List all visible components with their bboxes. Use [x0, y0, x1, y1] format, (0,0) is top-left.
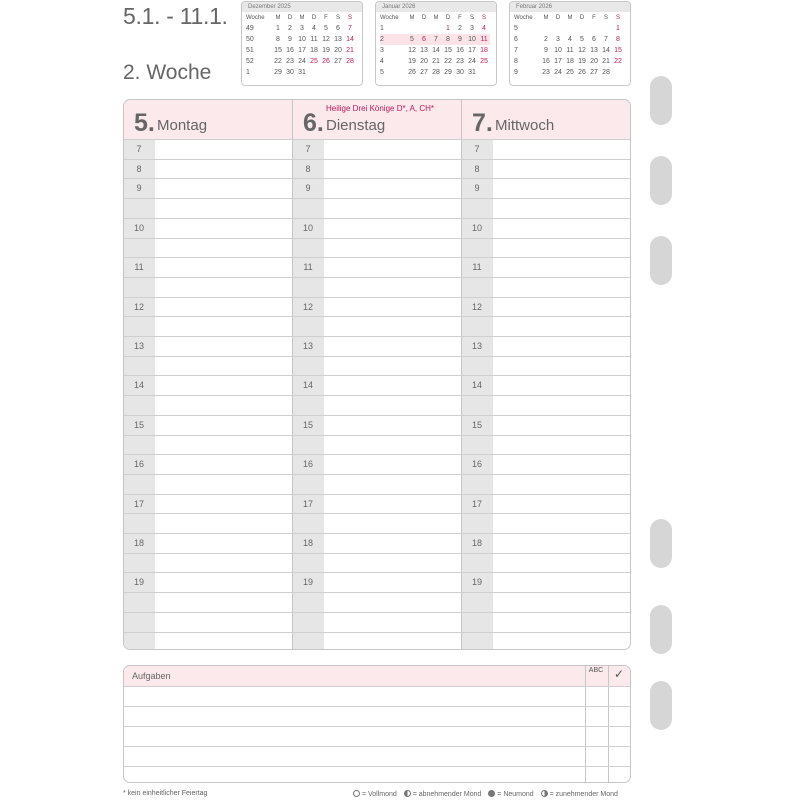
- grid-line: [124, 592, 630, 593]
- weekday-header-cell: F: [324, 15, 328, 21]
- week-number-cell: 3: [380, 47, 384, 54]
- hour-label: 12: [133, 302, 144, 312]
- weekday-header-cell: D: [445, 15, 451, 21]
- weekday-header-cell: D: [311, 15, 317, 21]
- date-cell: 2: [458, 25, 462, 32]
- date-cell: 9: [288, 36, 292, 43]
- date-cell: 31: [468, 69, 476, 76]
- hour-label: 9: [305, 183, 311, 193]
- hour-label: 10: [133, 223, 144, 233]
- date-cell: 7: [430, 34, 442, 45]
- date-cell: 15: [274, 47, 282, 54]
- date-cell: 6: [418, 34, 430, 45]
- grid-line: [124, 336, 630, 337]
- week-number-cell: 8: [514, 58, 518, 65]
- weekday-header-cell: Woche: [380, 15, 399, 21]
- date-cell: 26: [408, 69, 416, 76]
- date-cell: 9: [454, 34, 466, 45]
- date-cell: 2: [288, 25, 292, 32]
- week-number-cell: 49: [246, 25, 254, 32]
- day-header-monday: [124, 100, 293, 139]
- date-cell: 31: [298, 69, 306, 76]
- date-cell: 4: [312, 25, 316, 32]
- grid-line: [124, 375, 630, 376]
- date-cell: 13: [334, 36, 342, 43]
- hour-label: 7: [136, 144, 142, 154]
- date-cell: 11: [478, 34, 490, 45]
- date-cell: 17: [554, 58, 562, 65]
- date-cell: 8: [442, 34, 454, 45]
- date-cell: 1: [616, 25, 620, 32]
- week-number-cell: 5: [380, 69, 384, 76]
- mini-calendar: [509, 1, 631, 86]
- date-cell: 11: [310, 36, 318, 43]
- index-tab[interactable]: [650, 681, 672, 730]
- date-cell: 17: [468, 47, 476, 54]
- week-number-cell: 7: [514, 47, 518, 54]
- week-number-cell: 52: [246, 58, 254, 65]
- date-cell: 3: [470, 25, 474, 32]
- grid-line: [124, 572, 630, 573]
- grid-line: [124, 395, 630, 396]
- weekday-header-cell: M: [275, 15, 281, 21]
- hour-label: 18: [471, 538, 482, 548]
- date-cell: 21: [432, 58, 440, 65]
- hour-label: 11: [303, 262, 313, 272]
- date-cell: 1: [446, 25, 450, 32]
- date-cell: 14: [602, 47, 610, 54]
- grid-line: [124, 494, 630, 495]
- date-cell: 25: [480, 58, 488, 65]
- weekday-header-cell: F: [458, 15, 462, 21]
- grid-line: [124, 218, 630, 219]
- week-grid: [123, 99, 631, 650]
- mini-calendar-title: Februar 2026: [510, 2, 630, 12]
- date-cell: 3: [300, 25, 304, 32]
- date-cell: 14: [432, 47, 440, 54]
- day-name: Montag: [157, 117, 208, 134]
- task-line: [124, 766, 630, 767]
- weekday-header-cell: M: [543, 15, 549, 21]
- hour-label: 12: [471, 302, 482, 312]
- legend-label: = Vollmond: [361, 791, 397, 798]
- done-check-label: ✓: [613, 667, 625, 681]
- weekday-header-cell: M: [409, 15, 415, 21]
- date-cell: 22: [274, 58, 282, 65]
- holiday-label: Heilige Drei Könige D*, A, CH*: [326, 104, 435, 113]
- grid-line: [124, 316, 630, 317]
- moon-legend: [353, 790, 623, 798]
- hour-label: 12: [302, 302, 313, 312]
- weekday-header-cell: D: [287, 15, 293, 21]
- mini-calendar-title: Januar 2026: [376, 2, 496, 12]
- date-cell: 8: [616, 36, 620, 43]
- date-cell: 13: [420, 47, 428, 54]
- date-cell: 20: [334, 47, 342, 54]
- date-cell: 29: [274, 69, 282, 76]
- holiday-footnote: * kein einheitlicher Feiertag: [123, 790, 208, 797]
- hour-label: 18: [302, 538, 313, 548]
- legend-item-waxing: [541, 791, 618, 798]
- date-cell: 11: [566, 47, 574, 54]
- date-cell: [600, 23, 612, 34]
- date-cell: 2: [544, 36, 548, 43]
- index-tab[interactable]: [650, 519, 672, 568]
- hour-label: 14: [133, 380, 144, 390]
- date-cell: 17: [298, 47, 306, 54]
- grid-line: [124, 356, 630, 357]
- index-tab[interactable]: [650, 156, 672, 205]
- date-cell: 10: [554, 47, 562, 54]
- legend-label: = zunehmender Mond: [549, 791, 618, 798]
- waning-moon-icon: [404, 790, 411, 797]
- week-number-cell: 50: [246, 36, 254, 43]
- weekday-header-cell: S: [335, 15, 340, 21]
- grid-line: [124, 238, 630, 239]
- date-cell: 15: [444, 47, 452, 54]
- legend-label: = abnehmender Mond: [412, 791, 482, 798]
- hour-label: 13: [471, 341, 482, 351]
- hour-label: 15: [471, 420, 482, 430]
- date-cell: 18: [310, 47, 318, 54]
- grid-line: [124, 198, 630, 199]
- hour-label: 16: [302, 459, 313, 469]
- date-cell: [612, 67, 624, 78]
- grid-line: [124, 435, 630, 436]
- hour-label: 11: [472, 262, 482, 272]
- date-cell: 10: [466, 34, 478, 45]
- date-cell: 19: [408, 58, 416, 65]
- date-range-title: 5.1. - 11.1.: [123, 3, 228, 29]
- date-cell: 26: [322, 58, 330, 65]
- weekday-header-cell: S: [469, 15, 474, 21]
- grid-line: [124, 553, 630, 554]
- hour-label: 17: [471, 499, 482, 509]
- tasks-header: [124, 666, 630, 686]
- date-cell: 9: [544, 47, 548, 54]
- date-cell: 10: [298, 36, 306, 43]
- date-cell: 12: [322, 36, 330, 43]
- date-cell: 27: [590, 69, 598, 76]
- weekday-header-cell: D: [579, 15, 585, 21]
- column-divider: [608, 666, 609, 782]
- column-divider: [585, 666, 586, 782]
- date-cell: 5: [324, 25, 328, 32]
- date-cell: 12: [408, 47, 416, 54]
- date-cell: 16: [286, 47, 294, 54]
- day-number: 6.: [303, 109, 324, 137]
- date-cell: [308, 67, 320, 78]
- date-cell: [320, 67, 332, 78]
- date-cell: 7: [604, 36, 608, 43]
- week-number-cell: 2: [380, 34, 406, 45]
- new-moon-icon: [488, 790, 495, 797]
- date-cell: 24: [468, 58, 476, 65]
- grid-line: [124, 533, 630, 534]
- hour-label: 8: [305, 164, 311, 174]
- mini-calendar: [241, 1, 363, 86]
- grid-line: [124, 139, 630, 140]
- date-cell: 25: [566, 69, 574, 76]
- grid-line: [124, 513, 630, 514]
- date-cell: 23: [456, 58, 464, 65]
- date-cell: 1: [276, 25, 280, 32]
- hour-label: 19: [133, 577, 144, 587]
- abc-priority-label: ABC: [588, 667, 604, 674]
- date-cell: 14: [346, 36, 354, 43]
- hour-label: 17: [133, 499, 144, 509]
- grid-line: [124, 257, 630, 258]
- week-number-cell: 1: [380, 25, 384, 32]
- week-number-cell: 1: [246, 69, 250, 76]
- date-cell: 13: [590, 47, 598, 54]
- date-cell: 19: [322, 47, 330, 54]
- grid-line: [124, 632, 630, 633]
- hour-label: 15: [302, 420, 313, 430]
- day-name: Mittwoch: [495, 117, 555, 134]
- date-cell: 27: [420, 69, 428, 76]
- date-cell: 5: [406, 34, 418, 45]
- grid-line: [124, 415, 630, 416]
- date-cell: [418, 23, 430, 34]
- date-cell: [344, 67, 356, 78]
- task-line: [124, 686, 630, 687]
- week-number-cell: 6: [514, 36, 518, 43]
- weekday-header-cell: F: [592, 15, 596, 21]
- date-cell: 7: [348, 25, 352, 32]
- date-cell: 21: [346, 47, 354, 54]
- date-cell: [576, 23, 588, 34]
- hour-label: 10: [471, 223, 482, 233]
- date-cell: 23: [542, 69, 550, 76]
- hour-label: 19: [471, 577, 482, 587]
- date-cell: [588, 23, 600, 34]
- hour-label: 13: [302, 341, 313, 351]
- hour-label: 14: [471, 380, 482, 390]
- date-cell: [332, 67, 344, 78]
- weekday-header-cell: S: [615, 15, 620, 21]
- date-cell: 6: [336, 25, 340, 32]
- index-tab[interactable]: [650, 76, 672, 125]
- week-number-cell: 4: [380, 58, 384, 65]
- date-cell: 8: [276, 36, 280, 43]
- hour-label: 7: [305, 144, 311, 154]
- date-cell: 18: [480, 47, 488, 54]
- date-cell: 29: [444, 69, 452, 76]
- date-cell: 28: [602, 69, 610, 76]
- date-cell: [564, 23, 576, 34]
- date-cell: [478, 67, 490, 78]
- date-cell: 4: [568, 36, 572, 43]
- hour-label: 9: [136, 183, 142, 193]
- task-line: [124, 746, 630, 747]
- date-cell: [540, 23, 552, 34]
- legend-item-waning: [404, 791, 482, 798]
- date-cell: 28: [346, 58, 354, 65]
- date-cell: 16: [456, 47, 464, 54]
- hour-label: 16: [471, 459, 482, 469]
- day-number: 5.: [134, 109, 155, 137]
- weekday-header-cell: Woche: [246, 15, 265, 21]
- grid-line: [124, 454, 630, 455]
- date-cell: 12: [578, 47, 586, 54]
- index-tab[interactable]: [650, 605, 672, 654]
- mini-calendar: [375, 1, 497, 86]
- hour-label: 19: [302, 577, 313, 587]
- date-cell: [406, 23, 418, 34]
- weekday-header-cell: M: [299, 15, 305, 21]
- hour-label: 18: [133, 538, 144, 548]
- date-cell: 20: [420, 58, 428, 65]
- date-cell: 22: [614, 58, 622, 65]
- hour-label: 11: [134, 262, 144, 272]
- week-number-cell: 51: [246, 47, 254, 54]
- grid-line: [124, 474, 630, 475]
- hour-label: 8: [136, 164, 142, 174]
- full-moon-icon: [353, 790, 360, 797]
- date-cell: 4: [482, 25, 486, 32]
- grid-line: [124, 612, 630, 613]
- waxing-moon-icon: [541, 790, 548, 797]
- hour-label: 17: [302, 499, 313, 509]
- hour-label: 16: [133, 459, 144, 469]
- date-cell: 28: [432, 69, 440, 76]
- date-cell: 16: [542, 58, 550, 65]
- date-cell: 19: [578, 58, 586, 65]
- week-title: 2. Woche: [123, 61, 212, 84]
- legend-label: = Neumond: [497, 791, 534, 798]
- tasks-box: [123, 665, 631, 783]
- task-line: [124, 726, 630, 727]
- weekday-header-cell: D: [421, 15, 427, 21]
- date-cell: 30: [286, 69, 294, 76]
- weekday-header-cell: Woche: [514, 15, 533, 21]
- mini-calendar-title: Dezember 2025: [242, 2, 362, 12]
- legend-item-new: [488, 791, 533, 798]
- grid-line: [124, 297, 630, 298]
- date-cell: 21: [602, 58, 610, 65]
- hour-label: 8: [474, 164, 480, 174]
- date-cell: 6: [592, 36, 596, 43]
- date-cell: 25: [310, 58, 318, 65]
- date-cell: 22: [444, 58, 452, 65]
- tasks-label: Aufgaben: [132, 671, 171, 681]
- legend-item-full: [353, 791, 397, 798]
- hour-label: 9: [474, 183, 480, 193]
- hour-label: 14: [302, 380, 313, 390]
- weekday-header-cell: M: [567, 15, 573, 21]
- grid-line: [124, 178, 630, 179]
- weekday-header-cell: M: [433, 15, 439, 21]
- date-cell: 5: [580, 36, 584, 43]
- grid-line: [124, 277, 630, 278]
- day-header-wednesday: [462, 100, 631, 139]
- date-cell: 18: [566, 58, 574, 65]
- hour-label: 13: [133, 341, 144, 351]
- weekday-header-cell: S: [481, 15, 486, 21]
- weekday-header-cell: S: [347, 15, 352, 21]
- date-cell: 30: [456, 69, 464, 76]
- weekday-header-cell: D: [555, 15, 561, 21]
- weekday-header-cell: S: [603, 15, 608, 21]
- date-cell: 27: [334, 58, 342, 65]
- date-cell: 24: [554, 69, 562, 76]
- date-cell: 26: [578, 69, 586, 76]
- day-number: 7.: [472, 109, 493, 137]
- task-line: [124, 706, 630, 707]
- hour-label: 7: [474, 144, 480, 154]
- date-cell: 24: [298, 58, 306, 65]
- day-name: Dienstag: [326, 117, 386, 134]
- index-tab[interactable]: [650, 236, 672, 285]
- hour-label: 15: [133, 420, 144, 430]
- grid-line: [124, 159, 630, 160]
- hour-label: 10: [302, 223, 313, 233]
- day-header-tuesday: [293, 100, 462, 139]
- date-cell: 15: [614, 47, 622, 54]
- date-cell: 23: [286, 58, 294, 65]
- week-number-cell: 9: [514, 69, 518, 76]
- date-cell: [552, 23, 564, 34]
- date-cell: [430, 23, 442, 34]
- week-number-cell: 5: [514, 25, 518, 32]
- date-cell: 3: [556, 36, 560, 43]
- date-cell: 20: [590, 58, 598, 65]
